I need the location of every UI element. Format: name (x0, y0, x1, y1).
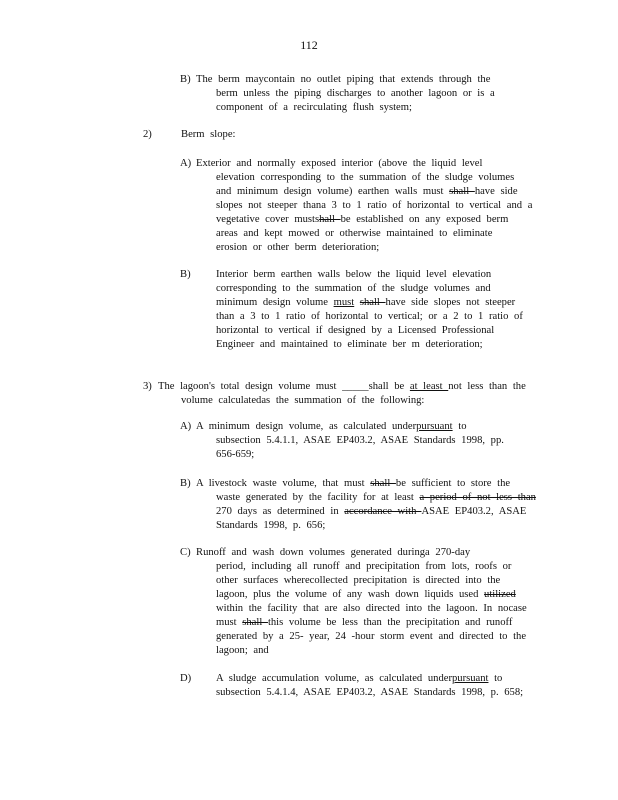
text-run: other surfaces wherecollected precipitation is directed into the (216, 575, 501, 586)
paragraph-1b-line (216, 87, 495, 101)
paragraph-2b-line (216, 282, 491, 296)
text-run: period, including all runoff and precipitation from lots, roofs or (216, 561, 512, 572)
text-run: not less than the (448, 381, 526, 392)
paragraph-2a-line (216, 185, 518, 199)
text-run: have side slopes not steeper (385, 297, 516, 308)
text-run: component of a recirculating flush system; (216, 102, 412, 113)
text-run: erosion or other berm deterioration; (216, 242, 380, 253)
item-label-3b: B) (180, 478, 191, 489)
section-number-3: 3) (143, 381, 152, 392)
text-run: 656-659; (216, 449, 255, 460)
paragraph-2b-line (216, 296, 515, 310)
text-run: A livestock waste volume, that must (196, 478, 371, 489)
text-run: minimum design volume (216, 297, 334, 308)
underlined-text: pursuant (451, 673, 489, 684)
text-run: to (488, 673, 503, 684)
page-number: 112 (300, 38, 318, 52)
paragraph-3c-line (216, 588, 516, 602)
paragraph-2a-line (216, 199, 532, 213)
text-run: subsection 5.4.1.4, ASAE EP403.2, ASAE Standards 1998, p. 658; (216, 687, 524, 698)
paragraph-3c-line (216, 616, 512, 630)
text-run: A sludge accumulation volume, as calculated under (216, 673, 452, 684)
struck-text: hall (319, 214, 341, 225)
underlined-text: pursuant (416, 421, 453, 432)
paragraph-3b-line (216, 505, 526, 519)
text-run: than a 3 to 1 ratio of horizontal to vertical; or a 2 to 1 ratio of (216, 311, 523, 322)
struck-text: a period of not less than (419, 492, 536, 503)
paragraph-3a-line (196, 420, 467, 434)
text-run: within the facility that are also directed into the lagoon. In nocase (216, 603, 527, 614)
text-run: areas and kept mowed or otherwise maintained to eliminate (216, 228, 493, 239)
paragraph-2b-line (216, 338, 483, 352)
paragraph-1b-line (196, 73, 490, 87)
paragraph-2b-line (216, 268, 491, 282)
text-run: Interior berm earthen walls below the liquid level elevation (216, 269, 492, 280)
text-run: elevation corresponding to the summation of the sludge volumes (216, 172, 515, 183)
item-label-1b: B) (180, 74, 191, 85)
text-run: must (216, 617, 243, 628)
paragraph-3c-line (216, 574, 500, 588)
struck-text: shall (449, 186, 475, 197)
paragraph-3c-line (216, 602, 527, 616)
text-run: berm unless the piping discharges to another lagoon or is a (216, 88, 495, 99)
struck-text: shall (242, 617, 268, 628)
paragraph-2b-line (216, 310, 523, 324)
text-run: this volume be less than the precipitation and runoff (267, 617, 513, 628)
text-run: vegetative cover musts (216, 214, 320, 225)
paragraph-3a-line (216, 434, 504, 448)
underlined-text: must (333, 297, 355, 308)
paragraph-1b-line (216, 101, 412, 115)
paragraph-2a-line (216, 213, 508, 227)
item-label-3a: A) (180, 421, 192, 432)
text-run: slopes not steeper thana 3 to 1 ratio of horizontal to vertical and a (216, 200, 533, 211)
paragraph-3-intro-line (158, 380, 526, 394)
paragraph-2a-line (216, 241, 379, 255)
section-title-berm-slope: Berm slope: (181, 129, 236, 140)
paragraph-3b-line (196, 477, 510, 491)
text-run: ASAE EP403.2, ASAE (421, 506, 527, 517)
underlined-text: at least (409, 381, 449, 392)
text-run: be sufficient to store the (395, 478, 511, 489)
text-run: 270 days as determined in (216, 506, 345, 517)
struck-text: shall (370, 478, 396, 489)
paragraph-3c-line (216, 560, 511, 574)
text-run: be established on any exposed berm (340, 214, 509, 225)
text-run: lagoon; and (216, 645, 269, 656)
text-run: Exterior and normally exposed interior (above the liquid level (196, 158, 483, 169)
text-run: have side (474, 186, 518, 197)
paragraph-2a-line (216, 227, 492, 241)
text-run: subsection 5.4.1.1, ASAE EP403.2, ASAE Standards 1998, pp. (216, 435, 504, 446)
item-label-3c: C) (180, 547, 191, 558)
item-label-2a: A) (180, 158, 192, 169)
text-run: to (452, 421, 467, 432)
paragraph-3c-line (196, 546, 470, 560)
text-run: A minimum design volume, as calculated under (196, 421, 417, 432)
text-run: and minimum design volume) earthen walls must (216, 186, 450, 197)
text-run: lagoon, plus the volume of any wash down liquids used (216, 589, 485, 600)
paragraph-3d-line (216, 686, 523, 700)
paragraph-3b-line (216, 519, 325, 533)
paragraph-2a-line (196, 157, 482, 171)
paragraph-3b-line (216, 491, 536, 505)
paragraph-2b-line (216, 324, 494, 338)
text-run: Engineer and maintained to eliminate ber m deterioration; (216, 339, 483, 350)
struck-text: utilized (484, 589, 516, 600)
text-run: waste generated by the facility for at least (216, 492, 420, 503)
text-run: corresponding to the summation of the sludge volumes and (216, 283, 491, 294)
text-run: Standards 1998, p. 656; (216, 520, 326, 531)
struck-text: shall (359, 297, 386, 308)
item-label-3d: D) (180, 673, 192, 684)
struck-text: accordance with (344, 506, 422, 517)
text-run: horizontal to vertical if designed by a Licensed Professional (216, 325, 495, 336)
text-run: The berm maycontain no outlet piping that extends through the (196, 74, 491, 85)
text-run: The lagoon's total design volume must (158, 381, 343, 392)
paragraph-2a-line (216, 171, 514, 185)
paragraph-3d-line (216, 672, 502, 686)
paragraph-3c-line (216, 644, 269, 658)
text-run: _____ (342, 381, 369, 392)
item-label-2b: B) (180, 269, 191, 280)
paragraph-3c-line (216, 630, 526, 644)
paragraph-3a-line (216, 448, 254, 462)
text-run: shall be (368, 381, 410, 392)
text-run: volume calculatedas the summation of the following: (181, 395, 425, 406)
paragraph-3-intro-line (181, 394, 424, 408)
section-number-2: 2) (143, 129, 152, 140)
text-run: Runoff and wash down volumes generated duringa 270-day (196, 547, 471, 558)
text-run: generated by a 25- year, 24 -hour storm event and directed to the (216, 631, 527, 642)
